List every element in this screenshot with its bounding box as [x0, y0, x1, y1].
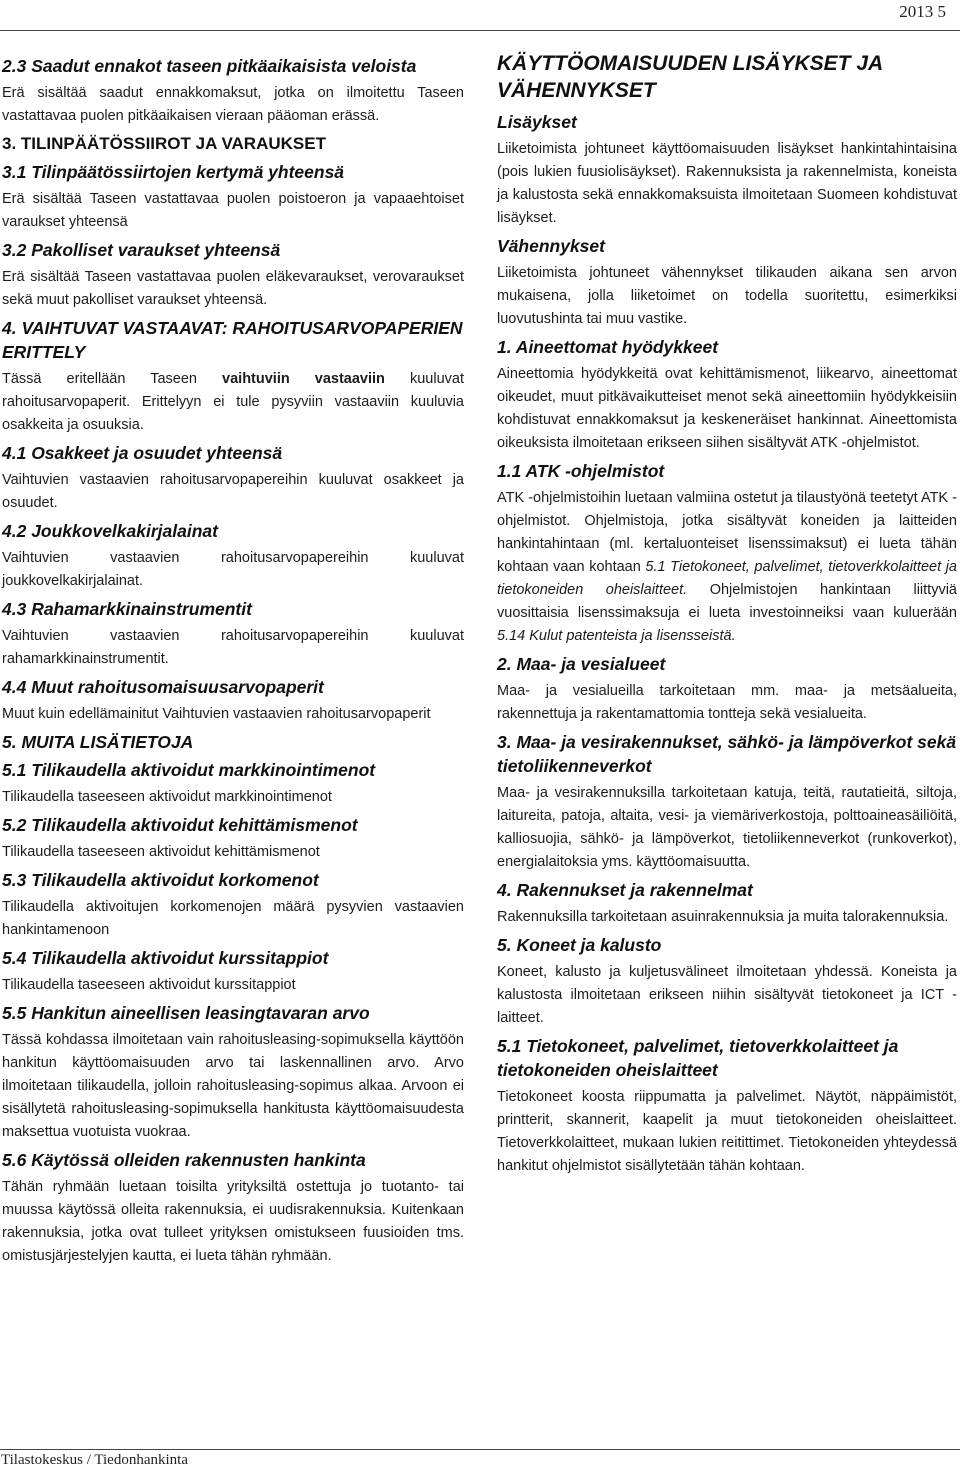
heading-2-3: 2.3 Saadut ennakot taseen pitkäaikaisista veloista — [2, 56, 417, 76]
text-5-2: Tilikaudella taseeseen aktivoidut kehittämismenot — [2, 844, 320, 860]
text-r5: Koneet, kalusto ja kuljetusvälineet ilmoitetaan yhdessä. Koneista ja kalustosta ilmoitetaan erikseen niihin sisältyvät tietokoneet ja ICT -laitteet. — [497, 964, 957, 1026]
text-4-4: Muut kuin edellämainitut Vaihtuvien vastaavien rahoitusarvopaperit — [2, 706, 431, 722]
heading-lisaykset: Lisäykset — [497, 112, 577, 132]
text-5-6: Tähän ryhmään luetaan toisilta yrityksiltä ostettuja jo tuotanto- tai muussa käytössä olleita rakennuksia, ei uudisrakennuksia. Kuitenkaan rakennuksia, jotka ovat tulleet yrityksen omistukseen fuusioiden tms. omistusjärjestelyjen kautta, ei lueta tähän ryhmään. — [2, 1179, 464, 1264]
text-r1-1: ATK -ohjelmistoihin luetaan valmiina ostetut ja tilaustyönä teetetyt ATK -ohjelmistot. Ohjelmistoja, jotka sisältyvät koneiden ja laitteiden hankintahintaan (ml. kertaluonteiset lisenssimaksut) ei lueta tähän kohtaan vaan kohtaan 5.1 Tietokoneet, palvelimet, tietoverkkolaitteet ja tietokoneiden oheislaitteet. Ohjelmistojen hankintaan liittyviä vuosittaisia lisenssimaksuja ei lueta investoinneiksi vaan kuluerään 5.14 Kulut patenteista ja lisensseistä. — [497, 490, 958, 644]
right-column — [497, 50, 957, 1182]
header-rule — [0, 30, 960, 31]
text-5-5: Tässä kohdassa ilmoitetaan vain rahoitusleasing-sopimuksella käyttöön hankitun käyttöomaisuuden arvo tai laskennallinen arvo. Arvo ilmoitetaan tilikaudella, jolloin rahoitusleasing-sopimus alkaa. Arvoon ei sisällytetä rahoitusleasing-sopimuksella hankitusta käyttöomaisuudesta maksettua vuotuista vuokraa. — [2, 1032, 464, 1140]
heading-5: 5. MUITA LISÄTIETOJA — [2, 732, 194, 752]
text-5-1: Tilikaudella taseeseen aktivoidut markkinointimenot — [2, 789, 332, 805]
heading-r3: 3. Maa- ja vesirakennukset, sähkö- ja lämpöverkot sekä tietoliikenneverkot — [497, 732, 957, 776]
heading-r5-1: 5.1 Tietokoneet, palvelimet, tietoverkkolaitteet ja tietokoneiden oheislaitteet — [497, 1036, 899, 1080]
text-r4: Rakennuksilla tarkoitetaan asuinrakennuksia ja muita talorakennuksia. — [497, 909, 949, 925]
heading-r1-1: 1.1 ATK -ohjelmistot — [497, 461, 665, 481]
heading-3-1: 3.1 Tilinpäätössiirtojen kertymä yhteensä — [2, 162, 345, 182]
text-r2: Maa- ja vesialueilla tarkoitetaan mm. maa- ja metsäalueita, rakennettuja ja rakentamattomia tontteja sekä vesialueita. — [497, 683, 957, 722]
heading-4-1: 4.1 Osakkeet ja osuudet yhteensä — [2, 443, 283, 463]
text-4-3: Vaihtuvien vastaavien rahoitusarvopapereihin kuuluvat rahamarkkinainstrumentit. — [2, 628, 464, 667]
heading-5-6: 5.6 Käytössä olleiden rakennusten hankinta — [2, 1150, 366, 1170]
text-3-2: Erä sisältää Taseen vastattavaa puolen eläkevaraukset, verovaraukset sekä muut pakolliset varaukset yhteensä. — [2, 269, 464, 308]
text-2-3: Erä sisältää saadut ennakkomaksut, jotka on ilmoitettu Taseen vastattavaa puolen pitkäaikaisen vieraan pääoman erässä. — [2, 85, 464, 124]
text-4-2: Vaihtuvien vastaavien rahoitusarvopapereihin kuuluvat joukkovelkakirjalainat. — [2, 550, 464, 589]
heading-4-3: 4.3 Rahamarkkinainstrumentit — [2, 599, 252, 619]
heading-4: 4. VAIHTUVAT VASTAAVAT: RAHOITUSARVOPAPERIEN ERITTELY — [2, 318, 463, 362]
heading-5-5: 5.5 Hankitun aineellisen leasingtavaran arvo — [2, 1003, 370, 1023]
text-3-1: Erä sisältää Taseen vastattavaa puolen poistoeron ja vapaaehtoiset varaukset yhteensä — [2, 191, 464, 230]
text-r3: Maa- ja vesirakennuksilla tarkoitetaan katuja, teitä, rautatieitä, siltoja, laitureita, patoja, altaita, vesi- ja viemäriverkostoja, polttoaineasäiliöitä, kalliosuojia, sähkö- ja lämpöverkot, tietoliikenneverkot (runkoverkot), energialaitoksia yms. käyttöomaisuutta. — [497, 785, 957, 870]
heading-main: KÄYTTÖOMAISUUDEN LISÄYKSET JA VÄHENNYKSET — [497, 52, 883, 102]
text-vahennykset: Liiketoimista johtuneet vähennykset tilikauden aikana sen arvon mukaisena, jolla liiketoimet on todella suoritettu, esimerkiksi luovutushinta tai muu vastike. — [497, 265, 957, 327]
heading-r2: 2. Maa- ja vesialueet — [497, 654, 666, 674]
footer-text: Tilastokeskus / Tiedonhankinta — [1, 1452, 188, 1468]
heading-r5: 5. Koneet ja kalusto — [497, 935, 662, 955]
heading-5-1: 5.1 Tilikaudella aktivoidut markkinointimenot — [2, 760, 376, 780]
heading-4-4: 4.4 Muut rahoitusomaisuusarvopaperit — [2, 677, 324, 697]
heading-5-4: 5.4 Tilikaudella aktivoidut kurssitappiot — [2, 948, 329, 968]
ref-5-14: 5.14 Kulut patenteista ja lisensseistä. — [497, 628, 736, 644]
text-5-3: Tilikaudella aktivoitujen korkomenojen määrä pysyvien vastaavien hankintamenoon — [2, 899, 464, 938]
text-lisaykset: Liiketoimista johtuneet käyttöomaisuuden lisäykset hankintahintaisina (pois lukien fuusiolisäykset). Rakennuksista ja rakennelmista, koneista ja kalustosta sekä ennakkomaksuista ilmoitetaan Suomeen kohdistuvat lisäykset. — [497, 141, 957, 226]
text-4-1: Vaihtuvien vastaavien rahoitusarvopapereihin kuuluvat osakkeet ja osuudet. — [2, 472, 464, 511]
heading-3-2: 3.2 Pakolliset varaukset yhteensä — [2, 240, 281, 260]
page-number: 2013 5 — [899, 2, 946, 21]
heading-4-2: 4.2 Joukkovelkakirjalainat — [2, 521, 218, 541]
text-5-4: Tilikaudella taseeseen aktivoidut kurssitappiot — [2, 977, 296, 993]
text-r5-1: Tietokoneet koosta riippumatta ja palvelimet. Näytöt, näppäimistöt, printterit, skannerit, kaapelit ja muut tietokoneiden oheislaitteet. Tietoverkkolaitteet, mukaan lukien reitittimet. Tietokoneiden yhteydessä hankitut ohjelmistot sisällytetään tähän kohtaan. — [497, 1089, 957, 1174]
heading-r4: 4. Rakennukset ja rakennelmat — [497, 880, 753, 900]
text-r1: Aineettomia hyödykkeitä ovat kehittämismenot, liikearvo, aineettomat oikeudet, muut pitkävaikutteiset menot sekä aineettomiin hyödykkeisiin kohdistuvat ennakkomaksut ja keskeneräiset hankinnat. Aineettomista oikeuksista ilmoitetaan erikseen siihen sisältyvät ATK -ohjelmistot. — [497, 366, 957, 451]
ref-5-1: 5.1 Tietokoneet, palvelimet, tietoverkkolaitteet ja tietokoneiden oheislaitteet. — [497, 559, 958, 598]
heading-5-3: 5.3 Tilikaudella aktivoidut korkomenot — [2, 870, 319, 890]
heading-5-2: 5.2 Tilikaudella aktivoidut kehittämismenot — [2, 815, 358, 835]
page-footer — [0, 1449, 960, 1469]
text-4-bold: vaihtuviin vastaaviin — [222, 371, 385, 387]
heading-3: 3. TILINPÄÄTÖSSIIROT JA VARAUKSET — [2, 134, 326, 153]
heading-vahennykset: Vähennykset — [497, 236, 605, 256]
heading-r1: 1. Aineettomat hyödykkeet — [497, 337, 719, 357]
text-4: Tässä eritellään Taseen vaihtuviin vastaaviin kuuluvat rahoitusarvopaperit. Erittelyyn ei tule pysyviin vastaaviin kuuluvia osakkeita ja osuuksia. — [2, 371, 464, 433]
left-column — [2, 50, 464, 1272]
